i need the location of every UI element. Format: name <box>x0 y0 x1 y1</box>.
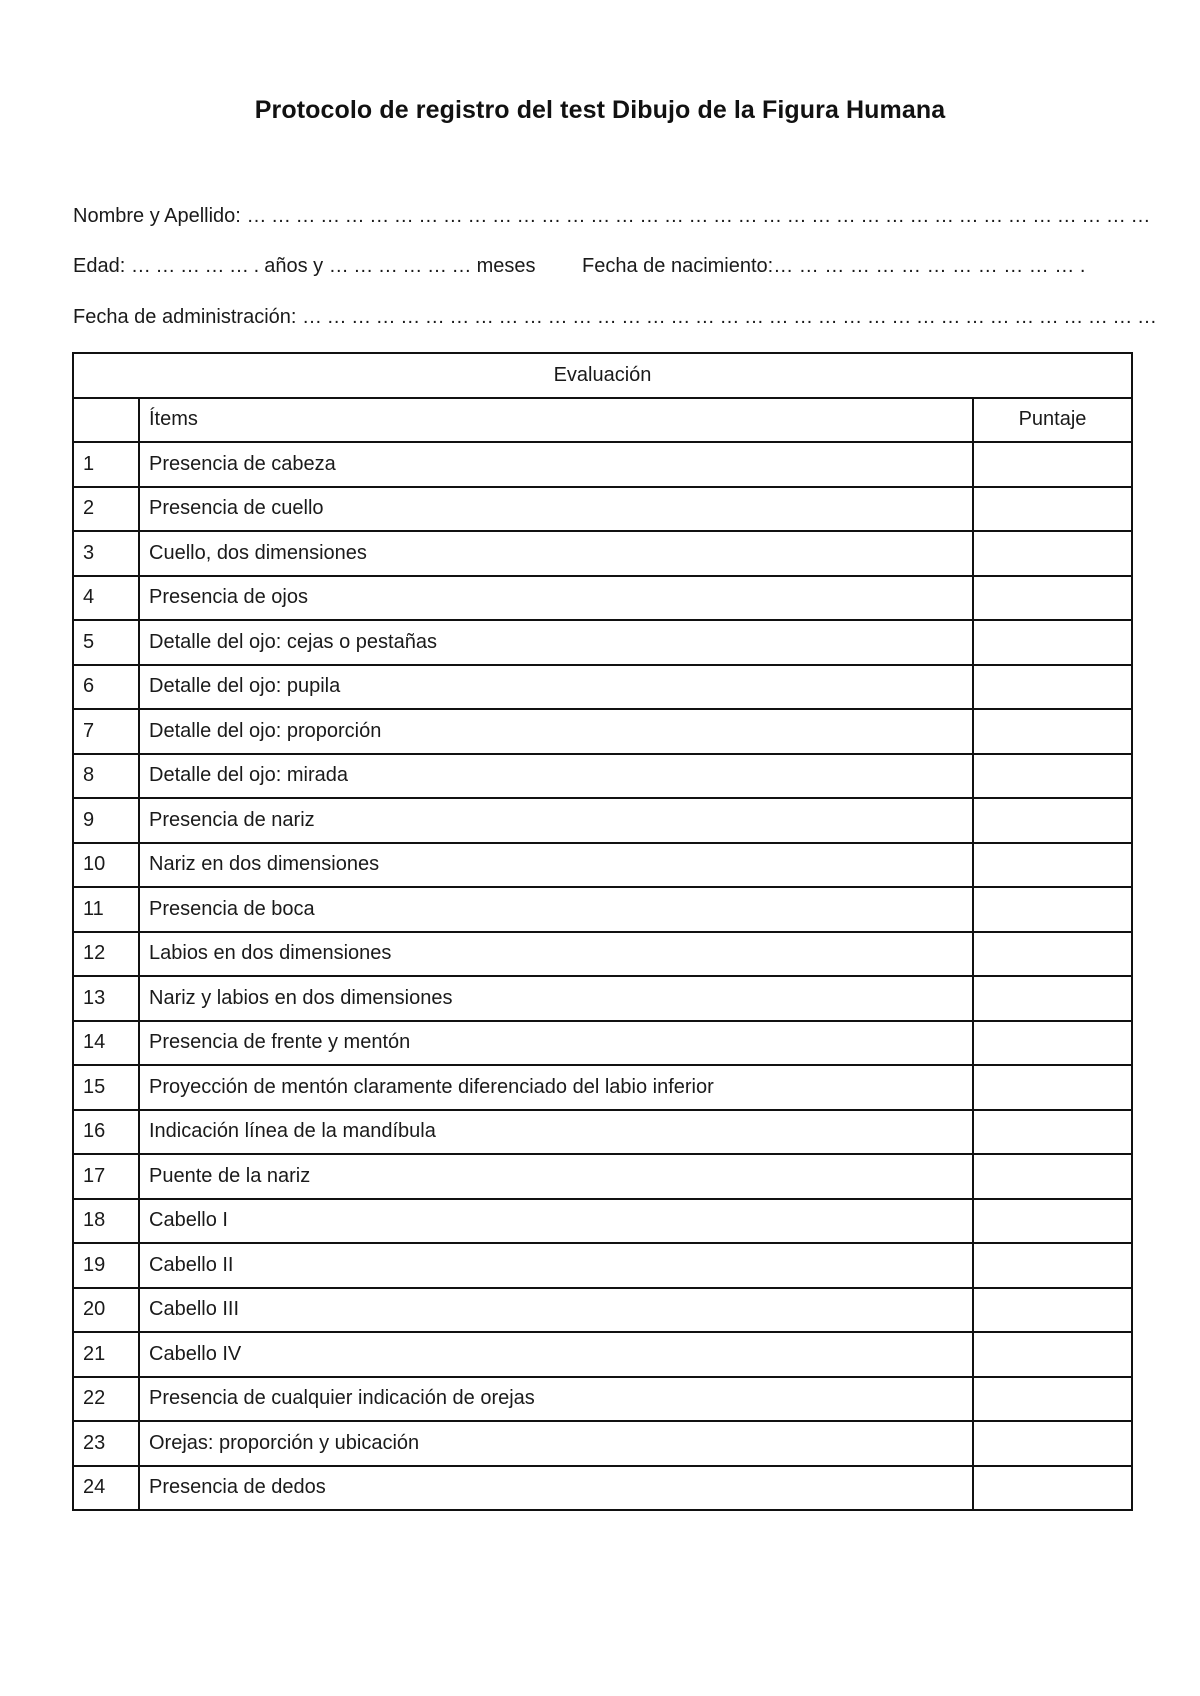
item-description: Cabello III <box>139 1288 973 1333</box>
score-cell[interactable] <box>973 620 1132 665</box>
score-header: Puntaje <box>973 398 1132 443</box>
table-row <box>73 1154 1132 1199</box>
score-cell[interactable] <box>973 665 1132 710</box>
table-row <box>73 1243 1132 1288</box>
item-number: 1 <box>73 442 139 487</box>
table-row <box>73 1377 1132 1422</box>
item-description: Detalle del ojo: cejas o pestañas <box>139 620 973 665</box>
score-cell[interactable] <box>973 887 1132 932</box>
fecha-administracion-field[interactable] <box>73 306 1156 329</box>
score-cell[interactable] <box>973 531 1132 576</box>
score-cell[interactable] <box>973 843 1132 888</box>
evaluation-table <box>72 352 1133 1511</box>
table-row <box>73 1288 1132 1333</box>
item-description: Presencia de cuello <box>139 487 973 532</box>
score-cell[interactable] <box>973 1065 1132 1110</box>
item-number: 22 <box>73 1377 139 1422</box>
fecha-nacimiento-blank[interactable]: … … … … … … … … … … … … . <box>773 255 1086 277</box>
table-row <box>73 976 1132 1021</box>
item-description: Cabello IV <box>139 1332 973 1377</box>
item-number: 6 <box>73 665 139 710</box>
section-header: Evaluación <box>73 353 1132 398</box>
item-description: Presencia de ojos <box>139 576 973 621</box>
table-row <box>73 932 1132 977</box>
score-cell[interactable] <box>973 1288 1132 1333</box>
item-description: Presencia de nariz <box>139 798 973 843</box>
item-description: Presencia de dedos <box>139 1466 973 1511</box>
item-number: 21 <box>73 1332 139 1377</box>
items-header: Ítems <box>139 398 973 443</box>
edad-label: Edad: <box>73 255 126 277</box>
score-cell[interactable] <box>973 1154 1132 1199</box>
table-row <box>73 1110 1132 1155</box>
edad-field[interactable] <box>73 255 536 278</box>
table-row <box>73 620 1132 665</box>
score-cell[interactable] <box>973 487 1132 532</box>
item-number: 23 <box>73 1421 139 1466</box>
score-cell[interactable] <box>973 1421 1132 1466</box>
item-number: 2 <box>73 487 139 532</box>
fecha-administracion-label: Fecha de administración: <box>73 306 297 328</box>
item-description: Indicación línea de la mandíbula <box>139 1110 973 1155</box>
item-number: 10 <box>73 843 139 888</box>
item-description: Presencia de frente y mentón <box>139 1021 973 1066</box>
item-description: Nariz en dos dimensiones <box>139 843 973 888</box>
item-description: Presencia de boca <box>139 887 973 932</box>
score-cell[interactable] <box>973 1466 1132 1511</box>
table-row <box>73 442 1132 487</box>
item-description: Detalle del ojo: mirada <box>139 754 973 799</box>
table-row <box>73 1466 1132 1511</box>
item-description: Cabello I <box>139 1199 973 1244</box>
item-number: 15 <box>73 1065 139 1110</box>
item-number: 11 <box>73 887 139 932</box>
item-description: Detalle del ojo: pupila <box>139 665 973 710</box>
item-description: Nariz y labios en dos dimensiones <box>139 976 973 1021</box>
score-cell[interactable] <box>973 1332 1132 1377</box>
item-description: Orejas: proporción y ubicación <box>139 1421 973 1466</box>
item-description: Labios en dos dimensiones <box>139 932 973 977</box>
score-cell[interactable] <box>973 709 1132 754</box>
score-cell[interactable] <box>973 1199 1132 1244</box>
item-description: Puente de la nariz <box>139 1154 973 1199</box>
table-row <box>73 798 1132 843</box>
item-number: 4 <box>73 576 139 621</box>
table-row <box>73 1199 1132 1244</box>
score-cell[interactable] <box>973 1243 1132 1288</box>
table-row <box>73 887 1132 932</box>
table-row <box>73 709 1132 754</box>
table-row <box>73 1065 1132 1110</box>
item-description: Proyección de mentón claramente diferenciado del labio inferior <box>139 1065 973 1110</box>
nombre-field[interactable] <box>73 205 1150 228</box>
item-number: 7 <box>73 709 139 754</box>
item-number: 19 <box>73 1243 139 1288</box>
table-row <box>73 1332 1132 1377</box>
table-row <box>73 1421 1132 1466</box>
meses-label: meses <box>476 255 536 277</box>
edad-months-blank[interactable]: … … … … … … <box>328 255 472 277</box>
table-row <box>73 1021 1132 1066</box>
edad-years-blank[interactable]: … … … … … . <box>130 255 259 277</box>
score-cell[interactable] <box>973 798 1132 843</box>
nombre-blank[interactable]: … … … … … … … … … … … … … … … … … … … … … … … … … … … … … … … … … … … … … <box>246 205 1150 227</box>
score-cell[interactable] <box>973 1377 1132 1422</box>
score-cell[interactable] <box>973 1021 1132 1066</box>
item-description: Presencia de cualquier indicación de orejas <box>139 1377 973 1422</box>
fecha-nacimiento-field[interactable] <box>582 255 1085 278</box>
item-description: Cabello II <box>139 1243 973 1288</box>
item-number: 9 <box>73 798 139 843</box>
nombre-label: Nombre y Apellido: <box>73 205 241 227</box>
item-description: Detalle del ojo: proporción <box>139 709 973 754</box>
table-row <box>73 487 1132 532</box>
item-number: 12 <box>73 932 139 977</box>
section-header-row <box>73 353 1132 398</box>
item-number: 13 <box>73 976 139 1021</box>
item-number: 8 <box>73 754 139 799</box>
table-row <box>73 754 1132 799</box>
item-number: 17 <box>73 1154 139 1199</box>
table-row <box>73 576 1132 621</box>
item-description: Cuello, dos dimensiones <box>139 531 973 576</box>
item-number: 20 <box>73 1288 139 1333</box>
item-number: 14 <box>73 1021 139 1066</box>
item-number: 16 <box>73 1110 139 1155</box>
fecha-administracion-blank[interactable]: … … … … … … … … … … … … … … … … … … … … … … … … … … … … … … … … … … … <box>302 306 1157 328</box>
table-row <box>73 843 1132 888</box>
item-number: 3 <box>73 531 139 576</box>
item-number: 18 <box>73 1199 139 1244</box>
score-cell[interactable] <box>973 1110 1132 1155</box>
score-cell[interactable] <box>973 442 1132 487</box>
score-cell[interactable] <box>973 576 1132 621</box>
item-number: 24 <box>73 1466 139 1511</box>
table-row <box>73 531 1132 576</box>
fecha-nacimiento-label: Fecha de nacimiento: <box>582 255 774 277</box>
item-number: 5 <box>73 620 139 665</box>
table-body <box>73 442 1132 1510</box>
score-cell[interactable] <box>973 754 1132 799</box>
table-row <box>73 665 1132 710</box>
item-description: Presencia de cabeza <box>139 442 973 487</box>
score-cell[interactable] <box>973 976 1132 1021</box>
score-cell[interactable] <box>973 932 1132 977</box>
anos-label: años y <box>264 255 324 277</box>
column-header-row <box>73 398 1132 443</box>
number-header <box>73 398 139 443</box>
page-title: Protocolo de registro del test Dibujo de la Figura Humana <box>254 96 946 124</box>
